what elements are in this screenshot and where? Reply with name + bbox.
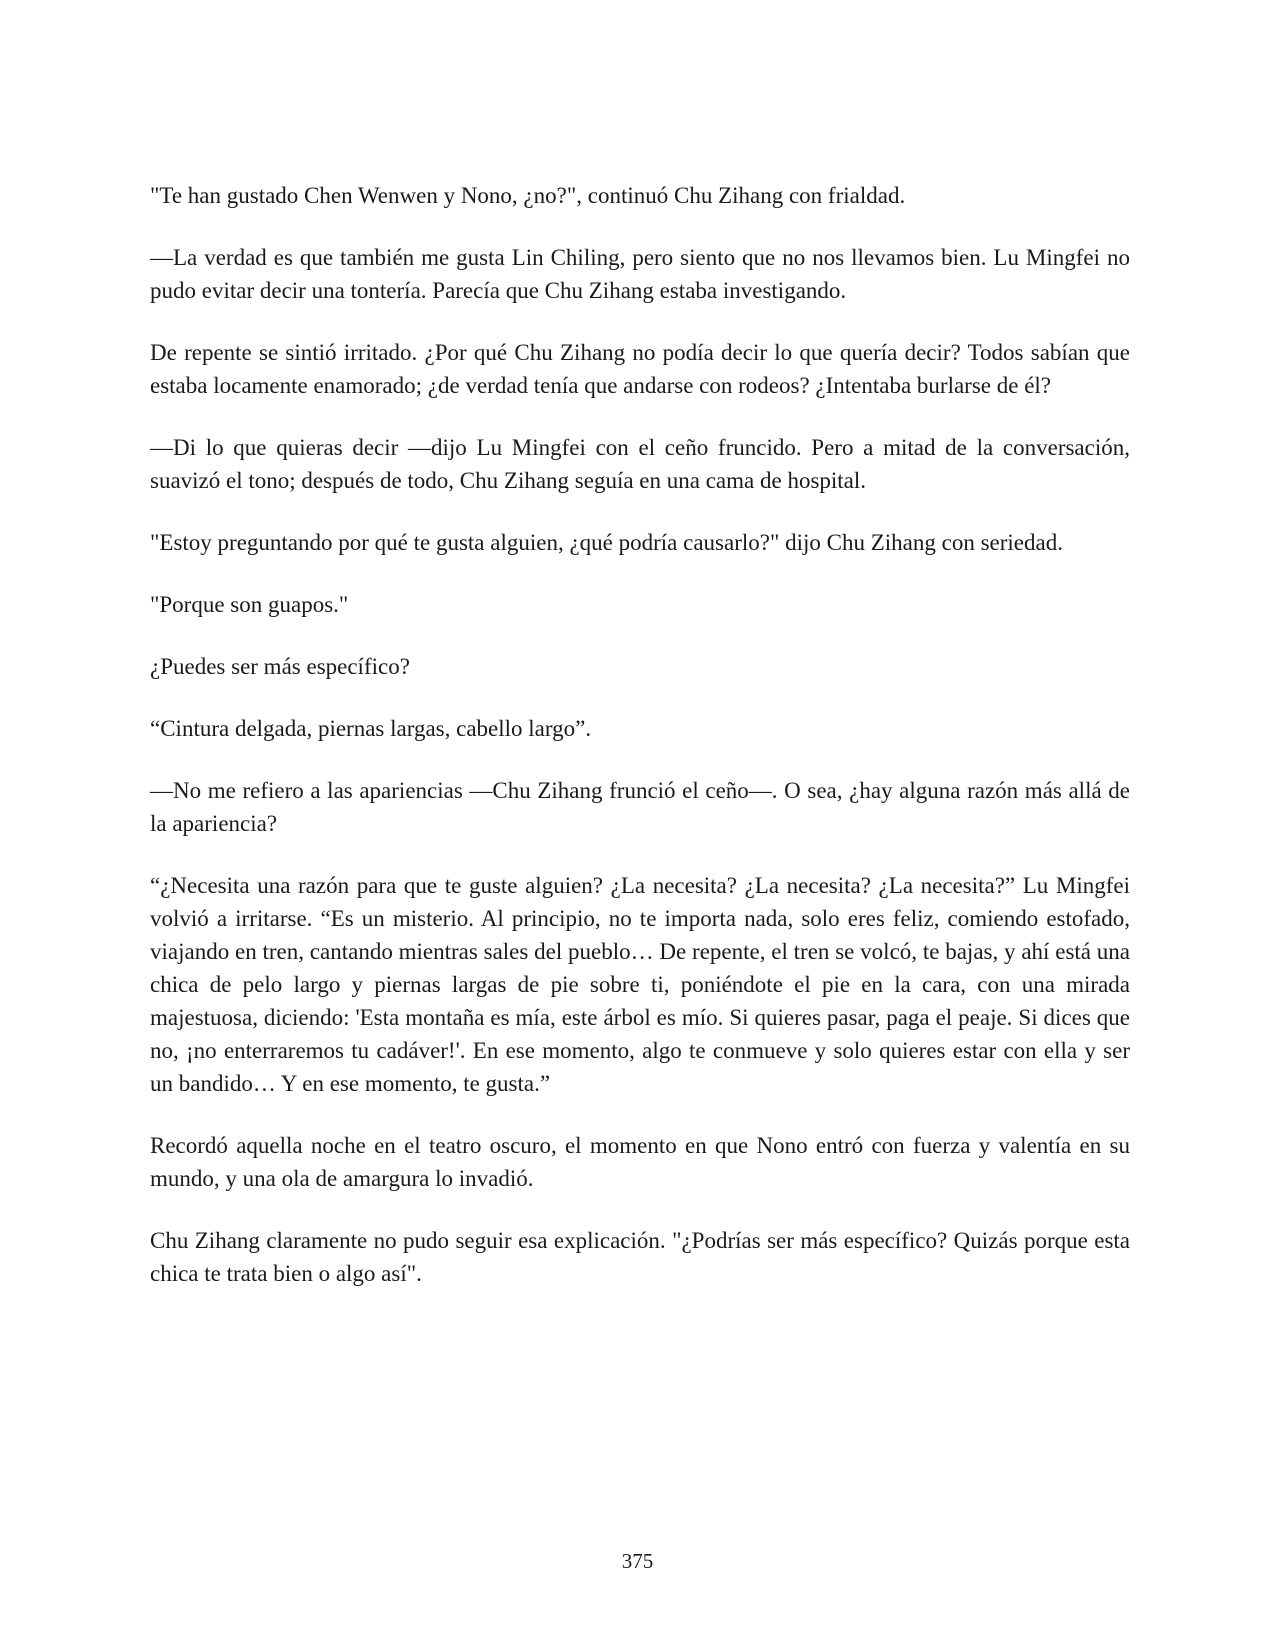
paragraph-1: "Te han gustado Chen Wenwen y Nono, ¿no?", continuó Chu Zihang con frialdad. [150,183,906,208]
body-text [150,179,1130,1319]
paragraph-12: Chu Zihang claramente no pudo seguir esa explicación. "¿Podrías ser más específico? Quizás porque esta chica te trata bien o algo así". [150,1228,1130,1286]
paragraph-2: —La verdad es que también me gusta Lin Chiling, pero siento que no nos llevamos bien. Lu Mingfei no pudo evitar decir una tontería. Parecía que Chu Zihang estaba investigando. [150,245,1130,303]
paragraph-5: "Estoy preguntando por qué te gusta alguien, ¿qué podría causarlo?" dijo Chu Zihang con seriedad. [150,530,1063,555]
paragraph-6: "Porque son guapos." [150,592,349,617]
page-number: 375 [621,1549,654,1573]
paragraph-9: —No me refiero a las apariencias —Chu Zihang frunció el ceño—. O sea, ¿hay alguna razón más allá de la apariencia? [150,778,1130,836]
paragraph-7: ¿Puedes ser más específico? [150,654,410,679]
paragraph-10: “¿Necesita una razón para que te guste alguien? ¿La necesita? ¿La necesita? ¿La necesita?” Lu Mingfei volvió a irritarse. “Es un misterio. Al principio, no te importa nada, solo eres feliz, comiendo estofado, viajando en tren, cantando mientras sales del pueblo… De repente, el tren se volcó, te bajas, y ahí está una chica de pelo largo y piernas largas de pie sobre ti, poniéndote el pie en la cara, con una mirada majestuosa, diciendo: 'Esta montaña es mía, este árbol es mío. Si quieres pasar, paga el peaje. Si dices que no, ¡no enterraremos tu cadáver!'. En ese momento, algo te conmueve y solo quieres estar con ella y ser un bandido… Y en ese momento, te gusta.” [150,873,1130,1096]
paragraph-4: —Di lo que quieras decir —dijo Lu Mingfei con el ceño fruncido. Pero a mitad de la conversación, suavizó el tono; después de todo, Chu Zihang seguía en una cama de hospital. [150,435,1130,493]
paragraph-11: Recordó aquella noche en el teatro oscuro, el momento en que Nono entró con fuerza y valentía en su mundo, y una ola de amargura lo invadió. [150,1133,1130,1191]
paragraph-8: “Cintura delgada, piernas largas, cabello largo”. [150,716,592,741]
paragraph-3: De repente se sintió irritado. ¿Por qué Chu Zihang no podía decir lo que quería decir? Todos sabían que estaba locamente enamorado; ¿de verdad tenía que andarse con rodeos? ¿Intentaba burlarse de él? [150,340,1130,398]
